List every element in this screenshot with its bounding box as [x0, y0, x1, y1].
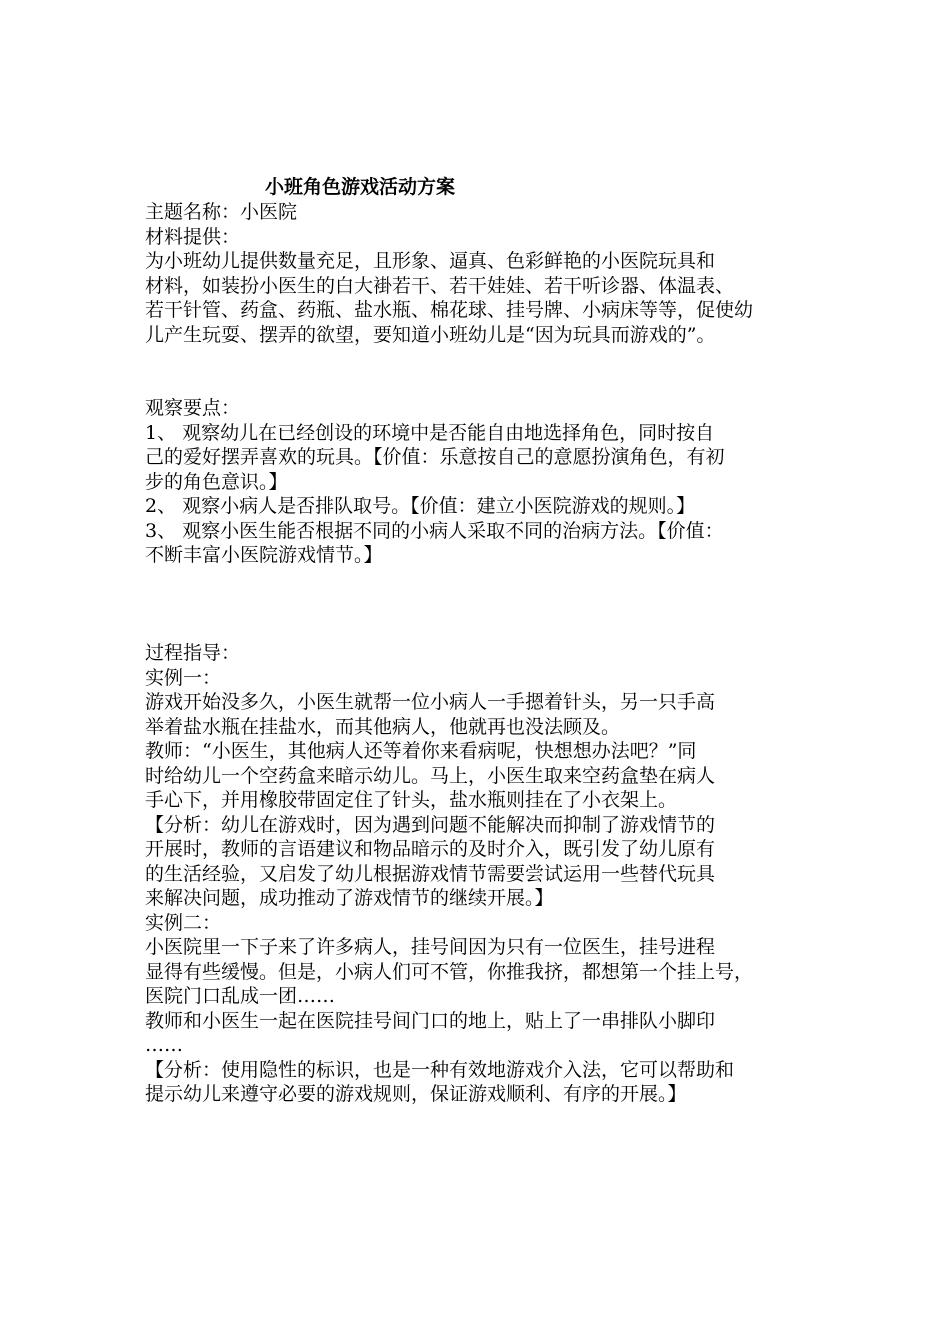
case2-line: 显得有些缓慢。但是，小病人们可不管，你推我挤，都想第一个挂上号， — [145, 960, 754, 983]
observation-line: 己的爱好摆弄喜欢的玩具。【价值：乐意按自己的意愿扮演角色，有初 — [145, 446, 725, 468]
section-spacer — [145, 347, 825, 396]
case1-heading: 实例一： — [145, 666, 222, 689]
case1-line: 手心下，并用橡胶带固定住了针头，盐水瓶则挂在了小衣架上。 — [145, 789, 678, 811]
materials-heading: 材料提供： — [145, 225, 241, 248]
case1-line: 的生活经验，又启发了幼儿根据游戏情节需要尝试运用一些替代玩具 — [145, 862, 716, 885]
case1-line: 游戏开始没多久，小医生就帮一位小病人一手摁着针头，另一只手高 — [145, 691, 716, 713]
observation-heading: 观察要点： — [145, 397, 241, 419]
case1-line: 来解决问题，成功推动了游戏情节的继续开展。】 — [145, 887, 554, 909]
guidance-heading: 过程指导： — [145, 642, 241, 664]
case2-line: 提示幼儿来遵守必要的游戏规则，保证游戏顺利、有序的开展。】 — [145, 1083, 687, 1105]
observation-line: 3、 观察小医生能否根据不同的小病人采取不同的治病方法。【价值： — [145, 519, 724, 542]
case2-line: 教师和小医生一起在医院挂号间门口的地上，贴上了一串排队小脚印 — [145, 1009, 716, 1032]
materials-line: 若干针管、药盒、药瓶、盐水瓶、棉花球、挂号牌、小病床等等，促使幼 — [145, 299, 754, 321]
case1-line: 【分析：幼儿在游戏时，因为遇到问题不能解决而抑制了游戏情节的 — [145, 813, 716, 836]
materials-line: 为小班幼儿提供数量充足，且形象、逼真、色彩鲜艳的小医院玩具和 — [145, 250, 716, 272]
materials-line: 材料，如装扮小医生的白大褂若干、若干娃娃、若干听诊器、体温表、 — [145, 274, 735, 297]
case2-line: 小医院里一下子来了许多病人，挂号间因为只有一位医生，挂号进程 — [145, 936, 716, 958]
case1-line: 开展时，教师的言语建议和物品暗示的及时介入，既引发了幼儿原有 — [145, 838, 716, 860]
case1-line: 时给幼儿一个空药盒来暗示幼儿。马上，小医生取来空药盒垫在病人 — [145, 764, 716, 787]
case1-line: 举着盐水瓶在挂盐水，而其他病人，他就再也没法顾及。 — [145, 715, 621, 738]
case2-line: 【分析：使用隐性的标识，也是一种有效地游戏介入法，它可以帮助和 — [145, 1058, 735, 1081]
observation-line: 步的角色意识。】 — [145, 470, 288, 493]
case2-heading: 实例二： — [145, 911, 222, 934]
document-title: 小班角色游戏活动方案 — [265, 176, 456, 198]
case1-line: 教师：“小医生，其他病人还等着你来看病呢，快想想办法吧？”同 — [145, 740, 697, 762]
theme-line: 主题名称：小医院 — [145, 201, 298, 223]
case2-line: …… — [145, 1034, 183, 1056]
section-spacer — [145, 568, 825, 642]
observation-line: 1、 观察幼儿在已经创设的环境中是否能自由地选择角色，同时按自 — [145, 421, 715, 444]
materials-line: 儿产生玩耍、摆弄的欲望，要知道小班幼儿是“因为玩具而游戏的”。 — [145, 323, 716, 346]
observation-line: 2、 观察小病人是否排队取号。【价值：建立小医院游戏的规则。】 — [145, 495, 696, 517]
observation-line: 不断丰富小医院游戏情节。】 — [145, 544, 383, 566]
document-page — [145, 176, 825, 1107]
case2-line: 医院门口乱成一团…… — [145, 985, 336, 1007]
